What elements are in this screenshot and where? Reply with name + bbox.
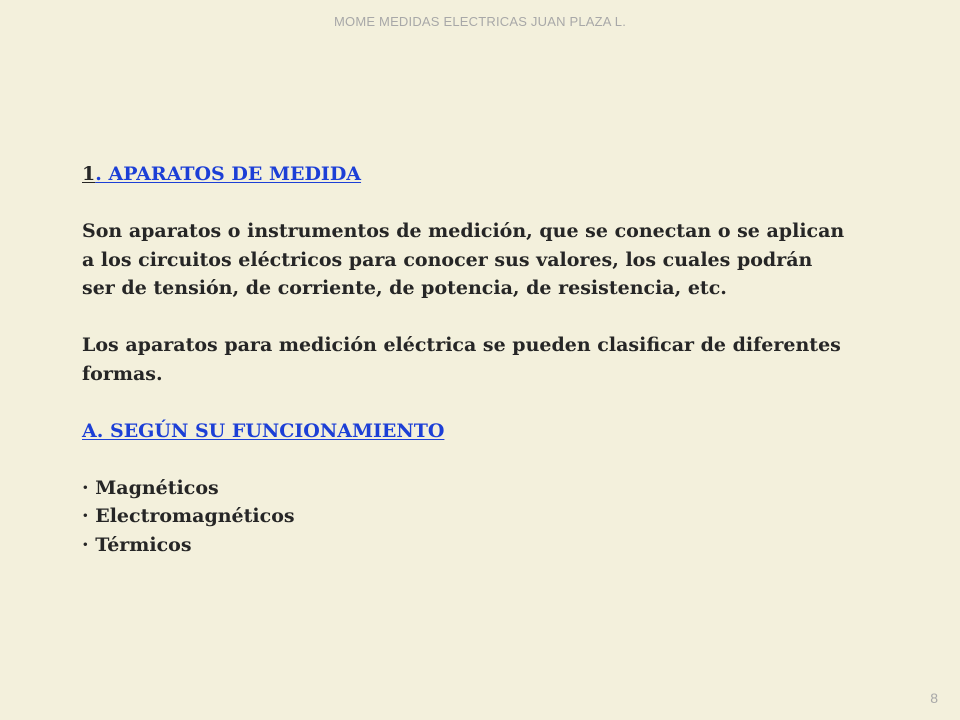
spacer bbox=[82, 303, 882, 332]
paragraph-line: a los circuitos eléctricos para conocer sus valores, los cuales podrán bbox=[82, 248, 813, 271]
subsection-heading-link[interactable]: A. SEGÚN SU FUNCIONAMIENTO bbox=[82, 419, 445, 442]
section-number: 1 bbox=[82, 163, 96, 185]
slide-body bbox=[82, 160, 882, 559]
bullet-item: · Térmicos bbox=[82, 533, 192, 556]
slide-header: MOME MEDIDAS ELECTRICAS JUAN PLAZA L. bbox=[333, 14, 627, 29]
spacer bbox=[82, 388, 882, 417]
paragraph-line: formas. bbox=[82, 362, 163, 385]
section-heading-link[interactable]: . APARATOS DE MEDIDA bbox=[95, 163, 362, 185]
bullet-item: · Magnéticos bbox=[82, 476, 219, 499]
section-title bbox=[82, 160, 882, 189]
spacer bbox=[82, 445, 882, 474]
bullet-item: · Electromagnéticos bbox=[82, 505, 295, 527]
spacer bbox=[82, 189, 882, 218]
subsection-title bbox=[82, 417, 882, 446]
paragraph-line: Son aparatos o instrumentos de medición, que se conectan o se aplican bbox=[82, 220, 845, 242]
paragraph-line: Los aparatos para medición eléctrica se pueden clasificar de diferentes bbox=[82, 334, 841, 356]
paragraph-line: ser de tensión, de corriente, de potencia, de resistencia, etc. bbox=[82, 277, 727, 299]
page-number: 8 bbox=[930, 690, 938, 706]
